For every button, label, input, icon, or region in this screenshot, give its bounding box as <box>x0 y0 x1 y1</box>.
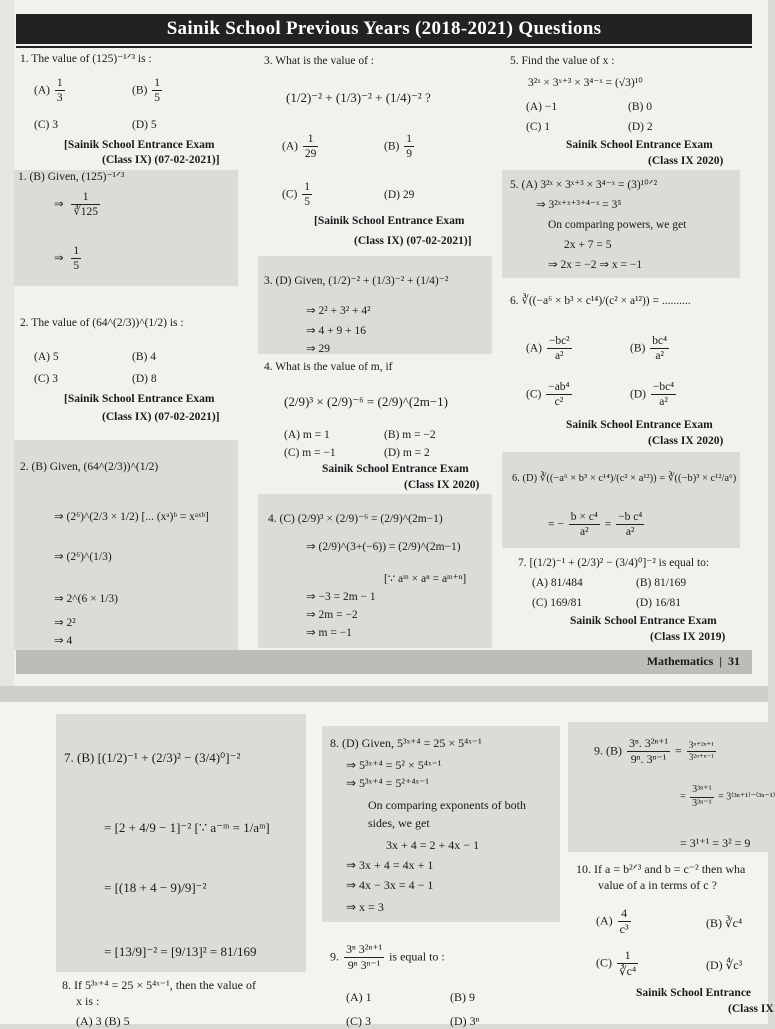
s2-line-5: ⇒ 4 <box>54 635 73 647</box>
s5-line-1: ⇒ 3²ˣ⁺ˣ⁺³⁺⁴⁻ˣ = 3⁵ <box>536 199 622 211</box>
q3-option-c: (C) $\frac{1}{5}$ <box>282 181 310 209</box>
q7-option-a: (A) 81/484 <box>532 577 583 589</box>
q3-option-a: (A) $\frac{1}{29}$ <box>282 133 317 161</box>
s8-line-4: sides, we get <box>368 816 430 830</box>
s8-line-3: On comparing exponents of both <box>368 798 526 812</box>
question-8-line-2: x is : <box>76 994 100 1008</box>
solution-2: 2. (B) Given, (64^(2/3))^(1/2) <box>20 461 159 473</box>
q8-options: (A) 3 (B) 5 <box>76 1014 130 1028</box>
q5-option-a: (A) −1 <box>526 101 558 113</box>
q4-expression: (2/9)³ × (2/9)⁻⁶ = (2/9)^(2m−1) <box>284 394 448 409</box>
q6-option-b: (B) $\frac{\text{bc⁴}}{\text{a²}}$ <box>630 335 668 363</box>
q10-source-class: (Class IX <box>728 1003 774 1015</box>
q3-option-d: (D) 29 <box>384 189 415 201</box>
s4-line-5: ⇒ m = −1 <box>306 627 352 639</box>
s8-line-5: 3x + 4 = 2 + 4x − 1 <box>386 838 480 852</box>
solution-6: 6. (D) ∛((−a⁶ × b³ × c¹⁴)/(c² × a¹²)) = ∛((−b)³ × c¹²/a⁶) <box>512 473 737 484</box>
question-5: 5. Find the value of x : <box>510 55 615 67</box>
q5-expression: 3²ˣ × 3ˣ⁺³ × 3⁴⁻ˣ = (√3)¹⁰ <box>528 77 643 89</box>
solution-3: 3. (D) Given, (1/2)⁻² + (1/3)⁻² + (1/4)⁻² <box>264 275 449 287</box>
q1-option-a: (A) $\frac{1}{3}$ <box>34 77 63 105</box>
s3-line-3: ⇒ 29 <box>306 343 331 355</box>
s5-line-2: On comparing powers, we get <box>548 219 687 231</box>
s9-line-2: = 3¹⁺¹ = 3² = 9 <box>680 836 751 850</box>
question-10-line-2: value of a in terms of c ? <box>598 878 717 892</box>
s8-line-6: ⇒ 3x + 4 = 4x + 1 <box>346 858 434 872</box>
q10-option-c: (C) $\frac{1}{\text{∛c⁴}}$ <box>596 948 637 978</box>
q10-option-d: (D) ∜c³ <box>706 958 743 972</box>
question-1: 1. The value of (125)⁻¹ᐟ³ is : <box>20 53 152 65</box>
q5-option-d: (D) 2 <box>628 121 653 133</box>
s1-line-1: ⇒ $\frac{1}{∛125}$ <box>54 191 98 219</box>
q5-source: Sainik School Entrance Exam <box>566 139 713 151</box>
q4-source: Sainik School Entrance Exam <box>322 463 469 475</box>
solution-4: 4. (C) (2/9)³ × (2/9)⁻⁶ = (2/9)^(2m−1) <box>268 513 443 525</box>
q1-source: [Sainik School Entrance Exam <box>64 139 215 151</box>
q4-option-d: (D) m = 2 <box>384 447 430 459</box>
q9-option-a: (A) 1 <box>346 990 372 1004</box>
question-8: 8. If 5³ˣ⁺⁴ = 25 × 5⁴ˣ⁻¹, then the value of <box>62 978 256 992</box>
q2-option-d: (D) 8 <box>132 373 157 385</box>
q7-option-b: (B) 81/169 <box>636 577 687 589</box>
q7-source: Sainik School Entrance Exam <box>570 615 717 627</box>
q6-option-a: (A) $\frac{\text{−bc²}}{\text{a²}}$ <box>526 335 570 363</box>
header-rule <box>16 46 752 48</box>
question-6: 6. ∛((−a⁶ × b³ × c¹⁴)/(c² × a¹²)) = .......... <box>510 295 691 307</box>
s7-line-1: = [2 + 4/9 − 1]⁻² [∵ a⁻ᵐ = 1/aᵐ] <box>104 820 270 835</box>
solution-9: 9. (B) $\frac{\text{3ⁿ. 3²ⁿ⁺¹}}{\text{9ⁿ. 3ⁿ⁻¹}}$ = $\frac{\text{3ⁿ⁺²ⁿ⁺¹}}{\text{3²ⁿ⁺ⁿ⁻¹}}$ <box>594 736 714 766</box>
q1-option-c: (C) 3 <box>34 119 58 131</box>
q2-option-b: (B) 4 <box>132 351 156 363</box>
q3-expression: (1/2)⁻² + (1/3)⁻² + (1/4)⁻² ? <box>286 90 431 105</box>
s8-line-7: ⇒ 4x − 3x = 4 − 1 <box>346 878 434 892</box>
page-edge <box>0 0 14 686</box>
solution-5: 5. (A) 3²ˣ × 3ˣ⁺³ × 3⁴⁻ˣ = (3)¹⁰ᐟ² <box>510 179 658 191</box>
q4-option-c: (C) m = −1 <box>284 447 336 459</box>
s3-line-1: ⇒ 2² + 3² + 4² <box>306 305 371 317</box>
solution-3-box <box>258 256 492 354</box>
solution-1: 1. (B) Given, (125)⁻¹ᐟ³ <box>18 171 125 183</box>
q6-option-c: (C) $\frac{\text{−ab⁴}}{\text{c²}}$ <box>526 381 570 409</box>
q3-option-b: (B) $\frac{1}{9}$ <box>384 133 412 161</box>
question-7: 7. [(1/2)⁻¹ + (2/3)² − (3/4)⁰]⁻² is equal to: <box>518 557 710 569</box>
s4-line-4: ⇒ 2m = −2 <box>306 609 358 621</box>
q1-option-d: (D) 5 <box>132 119 157 131</box>
s8-line-1: ⇒ 5³ˣ⁺⁴ = 5² × 5⁴ˣ⁻¹ <box>346 758 442 772</box>
solution-1-box <box>14 170 238 286</box>
q4-option-b: (B) m = −2 <box>384 429 436 441</box>
page-title: Sainik School Previous Years (2018-2021) Questions <box>16 14 752 44</box>
q1-option-b: (B) $\frac{1}{5}$ <box>132 77 160 105</box>
q2-source-class: (Class IX) (07-02-2021)] <box>102 411 220 423</box>
solution-7: 7. (B) [(1/2)⁻¹ + (2/3)² − (3/4)⁰]⁻² <box>64 750 241 765</box>
q7-option-c: (C) 169/81 <box>532 597 583 609</box>
q6-option-d: (D) $\frac{\text{−bc⁴}}{\text{a²}}$ <box>630 381 675 409</box>
q10-option-b: (B) ∛c⁴ <box>706 916 743 930</box>
s6-line-1: = − $\frac{\text{b × c⁴}}{\text{a²}}$ = $\frac{\text{−b c⁴}}{\text{a²}}$ <box>548 511 643 539</box>
question-2: 2. The value of (64^(2/3))^(1/2) is : <box>20 317 184 329</box>
s2-line-1: ⇒ (2⁶)^(2/3 × 1/2) [... (xᵃ)ᵇ = xᵃˣᵇ] <box>54 511 209 523</box>
s8-line-2: ⇒ 5³ˣ⁺⁴ = 5²⁺⁴ˣ⁻¹ <box>346 776 429 790</box>
q9-option-c: (C) 3 <box>346 1014 371 1028</box>
q9-option-d: (D) 3ⁿ <box>450 1014 480 1028</box>
s2-line-3: ⇒ 2^(6 × 1/3) <box>54 593 118 605</box>
q5-source-class: (Class IX 2020) <box>648 155 724 167</box>
s4-line-2: [∵ aᵐ × aⁿ = aᵐ⁺ⁿ] <box>384 573 467 585</box>
s2-line-2: ⇒ (2⁶)^(1/3) <box>54 551 112 563</box>
question-10: 10. If a = b²ᐟ³ and b = c⁻² then wha <box>576 862 746 876</box>
q9-option-b: (B) 9 <box>450 990 475 1004</box>
s7-line-3: = [13/9]⁻² = [9/13]² = 81/169 <box>104 944 257 959</box>
q2-source: [Sainik School Entrance Exam <box>64 393 215 405</box>
s5-line-4: ⇒ 2x = −2 ⇒ x = −1 <box>548 259 643 271</box>
solution-8: 8. (D) Given, 5³ˣ⁺⁴ = 25 × 5⁴ˣ⁻¹ <box>330 736 482 750</box>
q5-option-b: (B) 0 <box>628 101 652 113</box>
q2-option-c: (C) 3 <box>34 373 58 385</box>
s1-line-2: ⇒ $\frac{1}{5}$ <box>54 245 80 273</box>
q6-source: Sainik School Entrance Exam <box>566 419 713 431</box>
footer-bar <box>16 650 752 674</box>
q3-source-class: (Class IX) (07-02-2021)] <box>354 235 472 247</box>
page-gap <box>0 686 768 702</box>
s4-line-1: ⇒ (2/9)^(3+(−6)) = (2/9)^(2m−1) <box>306 541 461 553</box>
q5-option-c: (C) 1 <box>526 121 550 133</box>
q7-option-d: (D) 16/81 <box>636 597 682 609</box>
q10-source: Sainik School Entrance <box>636 987 752 999</box>
s9-line-1: = $\frac{\text{3³ⁿ⁺¹}}{\text{3³ⁿ⁻¹}}$ = 3⁽³ⁿ⁺¹⁾⁻⁽³ⁿ⁻¹⁾ <box>680 784 775 809</box>
s2-line-4: ⇒ 2² <box>54 617 76 629</box>
q4-source-class: (Class IX 2020) <box>404 479 480 491</box>
s8-line-8: ⇒ x = 3 <box>346 900 384 914</box>
q1-source-class: (Class IX) (07-02-2021)] <box>102 154 220 166</box>
q6-source-class: (Class IX 2020) <box>648 435 724 447</box>
s7-line-2: = [(18 + 4 − 9)/9]⁻² <box>104 880 207 895</box>
page-bottom <box>0 702 775 1028</box>
q4-option-a: (A) m = 1 <box>284 429 330 441</box>
s3-line-2: ⇒ 4 + 9 + 16 <box>306 325 366 337</box>
q10-option-a: (A) $\frac{4}{\text{c³}}$ <box>596 906 629 936</box>
s4-line-3: ⇒ −3 = 2m − 1 <box>306 591 376 603</box>
q2-option-a: (A) 5 <box>34 351 59 363</box>
q3-source: [Sainik School Entrance Exam <box>314 215 465 227</box>
question-9: 9. $\frac{\text{3ⁿ 3²ⁿ⁺¹}}{\text{9ⁿ 3ⁿ⁻¹}}$ is equal to : <box>330 942 445 972</box>
footer-page-label: Mathematics | 31 <box>646 654 740 668</box>
q7-source-class: (Class IX 2019) <box>650 631 726 643</box>
question-3: 3. What is the value of : <box>264 55 374 67</box>
question-4: 4. What is the value of m, if <box>264 361 393 373</box>
s5-line-3: 2x + 7 = 5 <box>564 239 612 251</box>
